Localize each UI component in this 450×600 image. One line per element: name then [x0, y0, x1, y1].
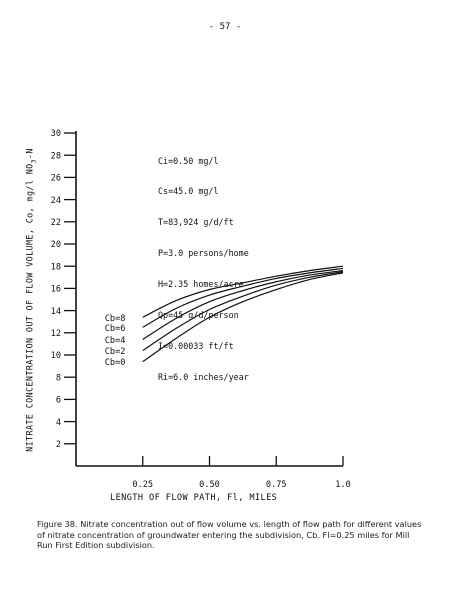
- y-axis-label: [25, 148, 38, 452]
- x-tick-label: 0.75: [265, 480, 287, 490]
- y-tick-label: 8: [55, 373, 61, 384]
- annotation-cs: Cs=45.0 mg/l: [158, 186, 219, 197]
- series-label: Cb=6: [104, 323, 126, 334]
- series-label: Cb=0: [104, 358, 126, 369]
- y-axis-label-tail: -N: [24, 148, 35, 160]
- series-label: Cb=8: [104, 313, 126, 324]
- page-number: - 57 -: [208, 22, 242, 32]
- series-labels: [105, 314, 126, 368]
- y-tick-label: 20: [50, 240, 61, 251]
- y-axis-label-main: NITRATE CONCENTRATION OUT OF FLOW VOLUME, Co, mg/l NO: [24, 163, 35, 452]
- y-tick-label: 12: [50, 329, 61, 339]
- parameter-annotations: [158, 135, 249, 392]
- y-tick-label: 14: [50, 306, 61, 317]
- y-tick-label: 22: [50, 218, 61, 228]
- y-axis-label-subscript: 3: [29, 159, 38, 164]
- y-tick-label: 24: [50, 195, 61, 206]
- x-tick-label: 0.50: [199, 480, 220, 490]
- x-axis-label: LENGTH OF FLOW PATH, Fl, MILES: [110, 493, 278, 503]
- annotation-i: I=0.00033 ft/ft: [158, 340, 234, 351]
- y-tick-label: 2: [55, 440, 61, 450]
- series-label: Cb=2: [104, 347, 126, 358]
- y-tick-label: 16: [50, 284, 61, 295]
- y-tick-label: 4: [55, 417, 61, 428]
- annotation-t: T=83,924 g/d/ft: [158, 217, 234, 228]
- y-tick-label: 6: [55, 395, 61, 406]
- y-tick-label: 28: [50, 151, 61, 162]
- annotation-qp: Qp=45 g/d/person: [158, 310, 239, 321]
- annotation-h: H=2.35 homes/acre: [158, 279, 244, 290]
- annotation-p: P=3.0 persons/home: [158, 248, 249, 259]
- y-ticks: [51, 129, 76, 450]
- annotation-ri: Ri=6.0 inches/year: [158, 371, 249, 382]
- figure-caption: Figure 38. Nitrate concentration out of flow volume vs. length of flow path for different values of nitrate concentration of groundwater entering the subdivision, Cb. Fl=0.25 miles for Mill Run First Edition subdivision.: [37, 519, 422, 550]
- x-tick-label: 0.25: [132, 480, 154, 490]
- series-label: Cb=4: [104, 335, 126, 346]
- y-tick-label: 18: [50, 262, 61, 273]
- y-tick-label: 30: [50, 129, 61, 140]
- x-tick-label: 1.0: [335, 480, 351, 490]
- x-ticks: [132, 456, 350, 490]
- y-tick-label: 10: [50, 351, 61, 362]
- y-tick-label: 26: [50, 173, 61, 184]
- annotation-ci: Ci=0.50 mg/l: [158, 155, 219, 166]
